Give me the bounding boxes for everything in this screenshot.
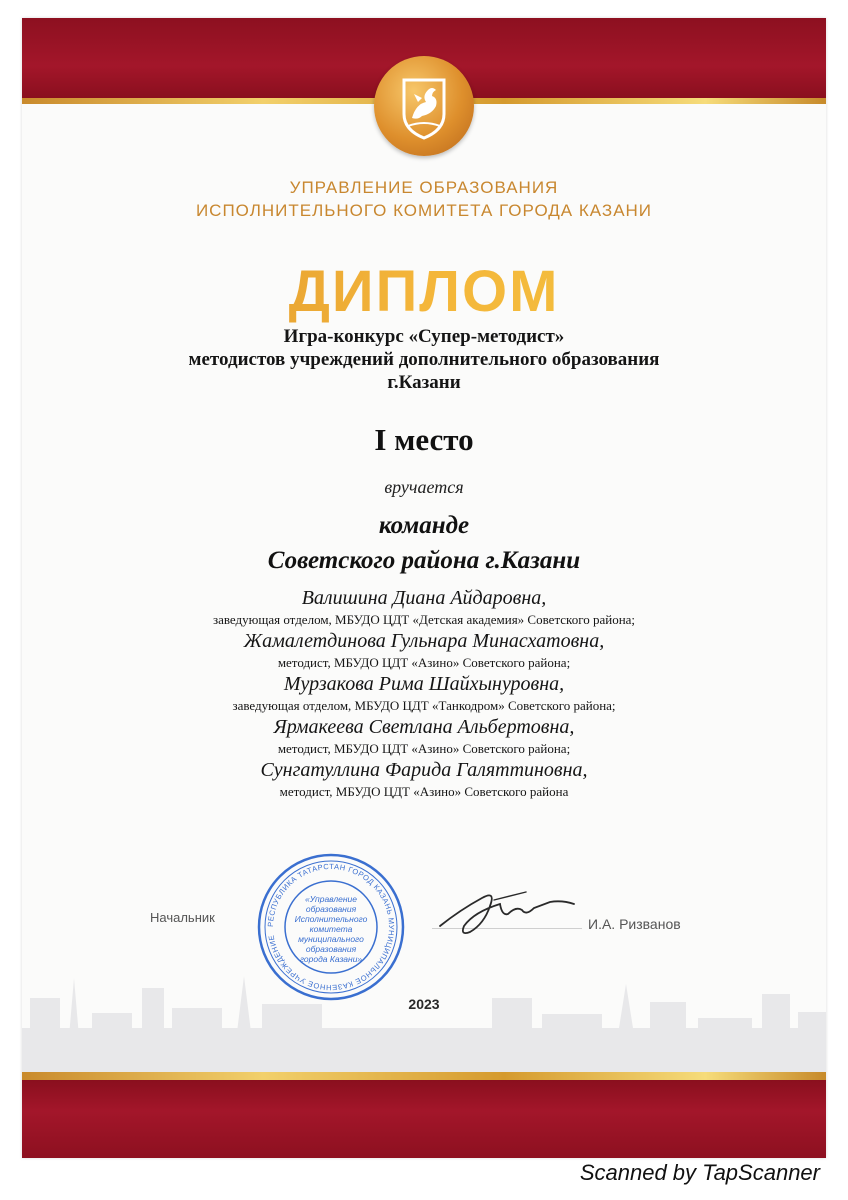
team-line-2: Советского района г.Казани [267,547,581,574]
seal-text-line: образования [305,904,357,914]
city-skyline-watermark [22,958,826,1072]
member-entry [22,586,826,629]
seal-text-line: образования [305,944,357,954]
member-position: методист, МБУДО ЦДТ «Азино» Советского района; [277,655,571,670]
bottom-gold-stripe [22,1072,826,1080]
contest-line-2: методистов учреждений дополнительного образования [188,349,660,370]
member-position: методист, МБУДО ЦДТ «Азино» Советского района; [277,741,571,756]
member-entry [22,629,826,672]
member-entry [22,672,826,715]
seal-text-line: Исполнительного [294,914,368,924]
team-line-1: команде [378,512,470,539]
member-name: Ярмакеева Светлана Альбертовна, [273,716,575,738]
member-position: методист, МБУДО ЦДТ «Азино» Советского района [279,784,569,799]
scanner-watermark: Scanned by TapScanner [579,1160,820,1185]
organization-line-1: УПРАВЛЕНИЕ ОБРАЗОВАНИЯ [289,178,559,197]
official-seal-stamp [256,852,406,1002]
seal-text-line: города Казани» [299,954,363,964]
diploma-sheet [22,18,826,1158]
contest-line-3: г.Казани [387,372,461,393]
member-entry [22,758,826,801]
member-name: Валишина Диана Айдаровна, [301,587,547,609]
seal-ring-text: РЕСПУБЛИКА ТАТАРСТАН ГОРОД КАЗАНЬ МУНИЦИПАЛЬНОЕ КАЗЕННОЕ УЧРЕЖДЕНИЕ [265,861,397,993]
member-name: Мурзакова Рима Шайхынуровна, [283,673,565,695]
diploma-title: ДИПЛОМ [22,258,826,325]
seal-text-line: «Управление [304,894,358,904]
kazan-coat-of-arms-icon [374,56,474,156]
members-list [22,586,826,801]
seal-text-line: муниципального [298,934,364,944]
signatory-name: И.А. Ризванов [588,916,681,932]
signatory-role: Начальник [150,910,215,925]
handwritten-signature [430,880,580,940]
contest-line-1: Игра-конкурс «Супер-методист» [283,326,565,347]
seal-text-line: комитета [309,924,353,934]
member-position: заведующая отделом, МБУДО ЦДТ «Детская академия» Советского района; [212,612,636,627]
bottom-burgundy-band [22,1080,826,1158]
member-position: заведующая отделом, МБУДО ЦДТ «Танкодром» Советского района; [232,698,616,713]
place-award: I место [374,422,474,457]
member-name: Жамалетдинова Гульнара Минасхатовна, [243,630,605,652]
member-name: Сунгатуллина Фарида Галяттиновна, [260,759,588,781]
diploma-year: 2023 [408,996,440,1012]
organization-line-2: ИСПОЛНИТЕЛЬНОГО КОМИТЕТА ГОРОДА КАЗАНИ [195,201,653,220]
member-entry [22,715,826,758]
awarded-text: вручается [384,477,464,497]
